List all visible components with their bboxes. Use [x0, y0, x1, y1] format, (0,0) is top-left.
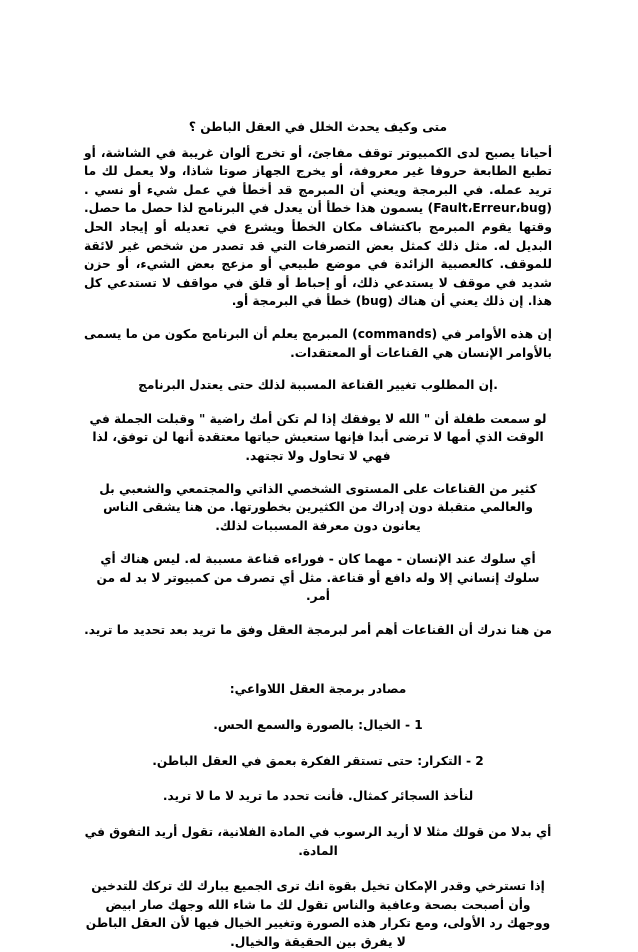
paragraph-visualization: إذا تسترخي وقدر الإمكان تخيل بقوة انك ترى الجميع يبارك لك تركك للتدخين وأن أصبحت بصحة وعافية والناس تقول لك ما شاء الله وجهك صار ابيض ووجهك رد الأولى، ومع تكرار هذه الصورة وتغيير الخيال فيها لأن العقل الباطن لا يفرق بين الحقيقة والخيال.	[85, 879, 551, 949]
paragraph-child-example: لو سمعت طفلة أن " الله لا يوفقك إذا لم تكن أمك راضية " وقبلت الجملة في الوقت الذي أمها لا ترضى أبدا فإنها ستعيش حياتها معتقدة أنها لن توفق، لذا فهي لا تحاول ولا تجتهد.	[89, 411, 547, 463]
paragraph-instead: أي بدلا من قولك مثلا لا أريد الرسوب في المادة الفلانية، تقول أريد التفوق في المادة.	[84, 825, 552, 858]
paragraph-beliefs-levels: كثير من القناعات على المستوى الشخصي الذاتي والمجتمعي والشعبي بل والعالمي متقبلة دون إدراك من الكثيرين بخطورتها. من هنا يشقى الناس يعانون دون معرفة المسببات لذلك.	[99, 481, 537, 533]
paragraph-behavior: أي سلوك عند الإنسان - مهما كان - فوراءه قناعة مسببة له. ليس هناك أي سلوك إنساني إلا وله دافع أو قناعة. مثل أي تصرف من كمبيوتر لا بد له من أمر.	[96, 552, 540, 604]
paragraph-commands: إن هذه الأوامر في (commands) المبرمج يعلم أن البرنامج مكون من ما يسمى بالأوامر الإنسان هي القناعات أو المعتقدات.	[84, 326, 552, 360]
source-item-repetition: 2 - التكرار: حتى تستقر الفكرة بعمق في العقل الباطن.	[152, 753, 484, 768]
paragraph-change-belief: .إن المطلوب تغيير القناعة المسببة لذلك حتى يعتدل البرنامج	[138, 378, 498, 393]
paragraph-bug-intro: أحيانا يصبح لدى الكمبيوتر توقف مفاجئ، أو تخرج ألوان غريبة في الشاشة، أو تطبع الطابعة حروفا غير معروفة، أو يخرج الجهاز صوتا شاذا، ولا يعمل لك ما تريد عمله. في البرمجة ويعني أن المبرمج قد أخطأ في عمل شيء أو نسي .(Fault،Erreur،bug) يسمون هذا خطأ أن يعدل في البرنامج لذا حصل ما حصل. وقتها يقوم المبرمج باكتشاف مكان الخطأ ويشرع في تعديله أو إيجاد الحل البديل له. مثل ذلك كمثل بعض التصرفات التي قد تصدر من شخص غير لائقة للموقف. كالعصبية الزائدة في موضع طبيعي أو مزعج بعض الشيء، أو حزن شديد في موقف لا يستدعي ذلك، أو إحباط أو قلق في مواقف لا تستدعي كل هذا. إن ذلك يعني أن هناك (bug) خطأ في البرمجة أو.	[84, 145, 552, 309]
paragraph-cigarette-example: لنأخذ السجائر كمثال. فأنت تحدد ما تريد لا ما لا تريد.	[162, 789, 474, 804]
document-body	[84, 118, 552, 952]
sources-heading: مصادر برمجة العقل اللاواعي:	[229, 681, 407, 696]
source-item-imagination: 1 - الخيال: بالصورة والسمع الحس.	[213, 718, 423, 733]
paragraph-conclusion: من هنا ندرك أن القناعات أهم أمر لبرمجة العقل وفق ما تريد بعد تحديد ما تريد.	[84, 623, 552, 638]
document-title: متى وكيف يحدث الخلل في العقل الباطن ؟	[188, 120, 448, 134]
